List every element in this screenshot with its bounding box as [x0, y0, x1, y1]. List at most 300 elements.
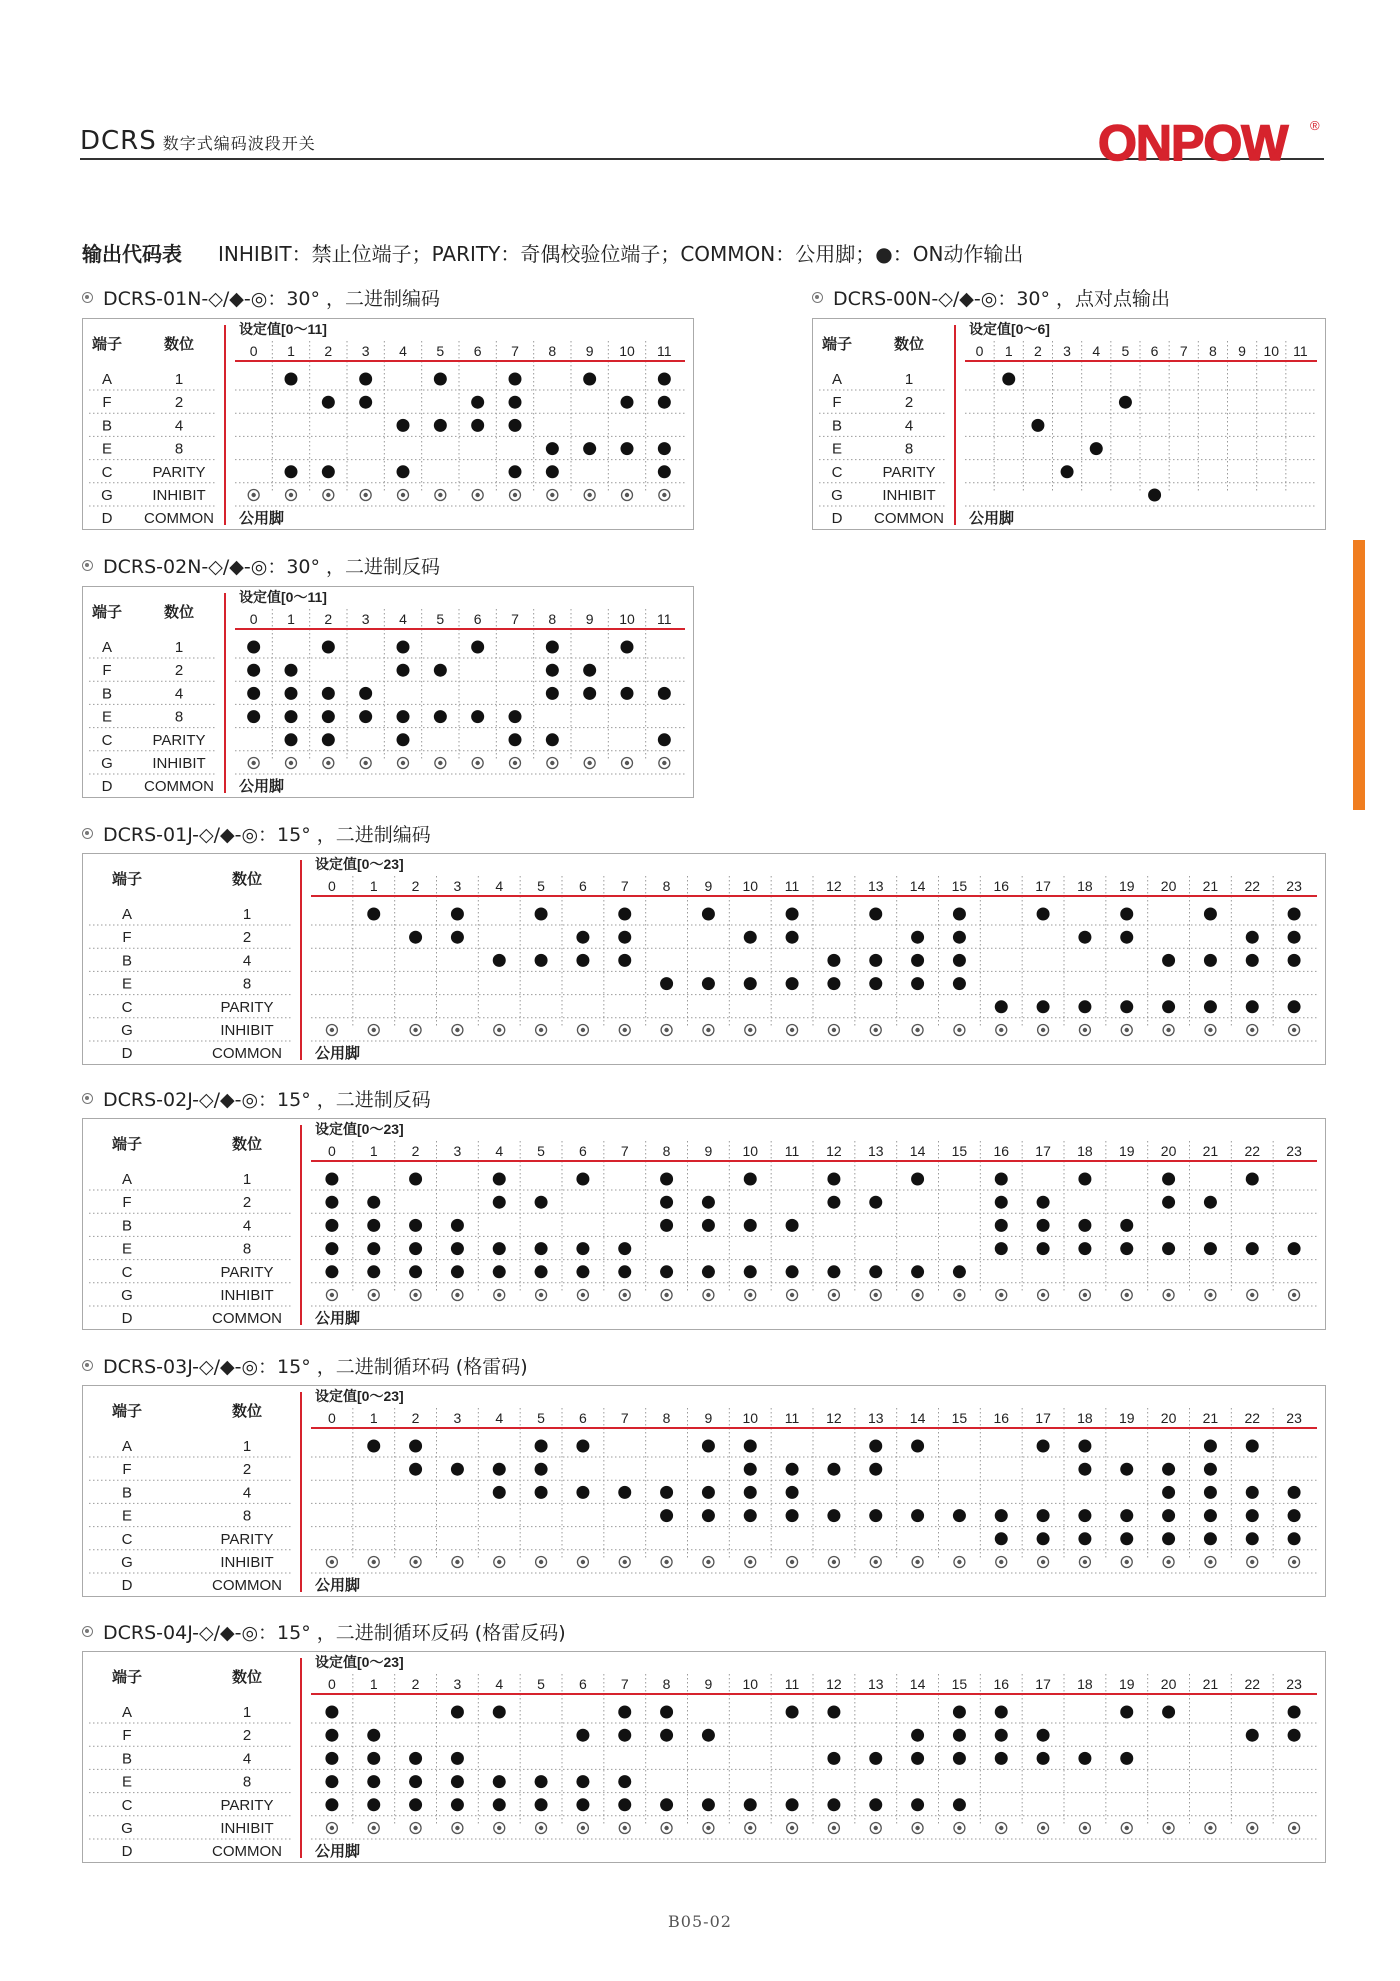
on-dot [471, 396, 484, 409]
value-column-header: 数位 [163, 336, 195, 353]
terminal-label: D [101, 510, 113, 528]
terminal-label: A [121, 1438, 133, 1455]
on-dot [744, 1265, 757, 1278]
setting-range-label: 设定值[0～23] [315, 1388, 404, 1404]
position-number: 5 [537, 1143, 545, 1159]
terminal-label: D [121, 1843, 133, 1861]
on-dot [1162, 1509, 1175, 1522]
on-dot [1078, 1532, 1091, 1545]
position-number: 8 [1209, 343, 1217, 359]
inhibit-symbol-core [1166, 1560, 1170, 1564]
on-dot [1162, 1196, 1175, 1209]
on-dot [1120, 931, 1133, 944]
position-number: 3 [1063, 343, 1071, 359]
table-grid-t03j [83, 1386, 1325, 1596]
on-dot [660, 1798, 673, 1811]
on-dot [1120, 1242, 1133, 1255]
on-dot [1061, 465, 1074, 478]
on-dot [744, 1219, 757, 1232]
terminal-label: D [121, 1045, 133, 1063]
inhibit-symbol-core [999, 1560, 1003, 1564]
inhibit-symbol-core [539, 1293, 543, 1297]
on-dot [409, 931, 422, 944]
on-dot [576, 1440, 589, 1453]
position-number: 20 [1160, 1143, 1177, 1159]
terminal-label: G [121, 1022, 133, 1039]
digit-label: COMMON [144, 778, 214, 796]
inhibit-symbol-core [999, 1028, 1003, 1032]
on-dot [493, 1775, 506, 1788]
position-number: 11 [784, 1676, 800, 1692]
inhibit-symbol-core [497, 1293, 501, 1297]
digit-label: INHIBIT [220, 1022, 274, 1039]
inhibit-symbol-core [1208, 1826, 1212, 1830]
on-dot [1120, 1752, 1133, 1765]
position-number: 9 [1238, 343, 1246, 359]
position-number: 10 [619, 343, 635, 359]
inhibit-symbol-core [706, 1826, 710, 1830]
position-number: 18 [1077, 1143, 1093, 1159]
common-label: 公用脚 [239, 510, 285, 528]
table-grid-t04j [83, 1652, 1325, 1862]
on-dot [359, 687, 372, 700]
on-dot [1288, 1532, 1301, 1545]
on-dot [1037, 1729, 1050, 1742]
position-number: 10 [742, 1676, 759, 1692]
position-number: 1 [1004, 343, 1013, 359]
position-number: 17 [1035, 1143, 1051, 1159]
on-dot [1162, 1463, 1175, 1476]
on-dot [325, 1265, 338, 1278]
on-dot [546, 442, 559, 455]
digit-label: INHIBIT [220, 1287, 274, 1304]
setting-range-label: 设定值[0～23] [315, 1654, 404, 1670]
position-number: 18 [1077, 1676, 1093, 1692]
position-number: 6 [473, 611, 482, 627]
inhibit-symbol-core [587, 761, 591, 765]
common-label: 公用脚 [239, 778, 285, 796]
terminal-label: E [121, 975, 133, 993]
position-number: 5 [537, 1676, 545, 1692]
inhibit-symbol-core [550, 493, 554, 497]
digit-label: INHIBIT [152, 755, 206, 772]
on-dot [658, 465, 671, 478]
on-dot [471, 419, 484, 432]
on-dot [535, 1486, 548, 1499]
on-dot [1204, 1509, 1217, 1522]
inhibit-symbol-core [539, 1826, 543, 1830]
on-dot [786, 1706, 799, 1719]
inhibit-symbol-core [625, 493, 629, 497]
on-dot [995, 1219, 1008, 1232]
on-dot [409, 1219, 422, 1232]
inhibit-symbol-core [1041, 1293, 1045, 1297]
legend-text: INHIBIT：禁止位端子；PARITY：奇偶校验位端子；COMMON：公用脚；●：ON动作输出 [218, 242, 1024, 266]
position-number: 3 [453, 1410, 462, 1426]
inhibit-symbol-core [413, 1826, 417, 1830]
on-dot [1204, 1242, 1217, 1255]
terminal-label: C [121, 998, 133, 1016]
on-dot [1037, 1242, 1050, 1255]
on-dot [397, 419, 410, 432]
inhibit-symbol-core [497, 1826, 501, 1830]
on-dot [1162, 1706, 1175, 1719]
position-number: 7 [620, 1676, 629, 1692]
inhibit-symbol-core [289, 761, 293, 765]
inhibit-symbol-core [957, 1293, 961, 1297]
on-dot [451, 1463, 464, 1476]
on-dot [827, 1196, 840, 1209]
on-dot [509, 419, 522, 432]
on-dot [546, 733, 559, 746]
svg-text:®: ® [1310, 118, 1320, 133]
inhibit-symbol-core [790, 1293, 794, 1297]
position-number: 11 [784, 878, 800, 894]
position-number: 5 [436, 343, 445, 359]
on-dot [367, 1729, 380, 1742]
digit-label: INHIBIT [220, 1820, 274, 1837]
inhibit-symbol-core [539, 1028, 543, 1032]
inhibit-symbol-core [455, 1826, 459, 1830]
digit-label: COMMON [212, 1045, 282, 1063]
on-dot [471, 641, 484, 654]
on-dot [434, 373, 447, 386]
table-label-02j: DCRS-02J-◇/◆-◎：15° ，二进制反码 [82, 1085, 431, 1112]
target-icon [82, 828, 93, 839]
inhibit-symbol-core [623, 1293, 627, 1297]
inhibit-symbol-core [1208, 1028, 1212, 1032]
table-label-00n: DCRS-00N-◇/◆-◎：30° ，点对点输出 [812, 284, 1170, 311]
code-table-02j [82, 1118, 1326, 1330]
on-dot [325, 1729, 338, 1742]
position-number: 20 [1160, 1410, 1177, 1426]
on-dot [702, 1798, 715, 1811]
inhibit-symbol-core [363, 761, 367, 765]
inhibit-symbol-core [874, 1560, 878, 1564]
on-dot [1037, 908, 1050, 921]
position-number: 6 [579, 1143, 587, 1159]
position-number: 20 [1160, 1676, 1177, 1692]
on-dot [953, 1706, 966, 1719]
position-number: 12 [826, 878, 842, 894]
terminal-label: C [831, 463, 843, 481]
terminal-label: D [831, 510, 843, 528]
digit-label: 4 [174, 685, 184, 703]
terminal-label: F [122, 1194, 132, 1212]
on-dot [367, 1775, 380, 1788]
on-dot [1246, 1509, 1259, 1522]
on-dot [1162, 954, 1175, 967]
digit-label: 1 [242, 1704, 252, 1721]
digit-label: 4 [242, 1750, 252, 1768]
position-number: 11 [657, 343, 672, 359]
position-number: 8 [662, 1143, 671, 1159]
terminal-label: C [101, 463, 113, 481]
position-number: 13 [867, 1410, 884, 1426]
on-dot [660, 1196, 673, 1209]
position-number: 16 [993, 1143, 1010, 1159]
terminal-label: F [102, 662, 112, 680]
on-dot [325, 1196, 338, 1209]
on-dot [1288, 931, 1301, 944]
inhibit-symbol-core [1292, 1560, 1296, 1564]
on-dot [546, 641, 559, 654]
on-dot [1204, 1532, 1217, 1545]
on-dot [1120, 1219, 1133, 1232]
on-dot [493, 1798, 506, 1811]
terminal-column-header: 端子 [91, 604, 123, 621]
inhibit-symbol-core [1041, 1560, 1045, 1564]
on-dot [1288, 954, 1301, 967]
inhibit-symbol-core [1292, 1293, 1296, 1297]
inhibit-symbol-core [326, 761, 330, 765]
position-number: 0 [328, 878, 336, 894]
product-subtitle: 数字式编码波段开关 [162, 134, 316, 153]
on-dot [1078, 1463, 1091, 1476]
terminal-label: D [101, 778, 113, 796]
digit-label: 1 [242, 906, 252, 923]
on-dot [535, 908, 548, 921]
position-number: 2 [411, 878, 420, 894]
position-number: 3 [453, 1143, 462, 1159]
terminal-label: B [831, 417, 843, 435]
on-dot [451, 1219, 464, 1232]
position-number: 10 [742, 1143, 759, 1159]
inhibit-symbol-core [1125, 1560, 1129, 1564]
on-dot [869, 1265, 882, 1278]
position-number: 12 [826, 1143, 842, 1159]
position-number: 1 [369, 1676, 378, 1692]
terminal-label: G [101, 487, 113, 504]
on-dot [827, 1463, 840, 1476]
on-dot [409, 1440, 422, 1453]
on-dot [660, 1486, 673, 1499]
position-number: 22 [1244, 1410, 1261, 1426]
inhibit-symbol-core [1083, 1560, 1087, 1564]
position-number: 11 [657, 611, 672, 627]
on-dot [911, 1798, 924, 1811]
on-dot [869, 1752, 882, 1765]
inhibit-symbol-core [438, 493, 442, 497]
on-dot [1246, 1000, 1259, 1013]
on-dot [702, 908, 715, 921]
on-dot [1204, 1000, 1217, 1013]
position-number: 6 [579, 1410, 587, 1426]
inhibit-symbol-core [706, 1560, 710, 1564]
on-dot [702, 1509, 715, 1522]
position-number: 4 [399, 343, 407, 359]
on-dot [786, 1219, 799, 1232]
digit-label: 4 [904, 417, 914, 435]
inhibit-symbol-core [413, 1293, 417, 1297]
on-dot [322, 710, 335, 723]
on-dot [509, 396, 522, 409]
inhibit-symbol-core [1083, 1028, 1087, 1032]
on-dot [827, 1706, 840, 1719]
terminal-column-header: 端子 [91, 336, 123, 353]
on-dot [1078, 1219, 1091, 1232]
inhibit-symbol-core [289, 493, 293, 497]
on-dot [285, 465, 298, 478]
inhibit-symbol-core [1250, 1028, 1254, 1032]
terminal-label: F [122, 1727, 132, 1745]
position-number: 12 [826, 1676, 842, 1692]
on-dot [1288, 1509, 1301, 1522]
digit-label: 2 [242, 1461, 252, 1479]
product-code: DCRS [80, 126, 157, 156]
inhibit-symbol-core [455, 1560, 459, 1564]
on-dot [367, 1219, 380, 1232]
on-dot [576, 1486, 589, 1499]
on-dot [786, 1486, 799, 1499]
position-number: 23 [1286, 1143, 1302, 1159]
section-tab-bar [1353, 540, 1365, 810]
digit-label: 1 [904, 371, 914, 388]
terminal-label: A [101, 371, 113, 388]
position-number: 4 [495, 1143, 504, 1159]
on-dot [702, 1729, 715, 1742]
on-dot [618, 1706, 631, 1719]
inhibit-symbol-core [999, 1826, 1003, 1830]
on-dot [1246, 1173, 1259, 1186]
position-number: 21 [1202, 1676, 1219, 1692]
digit-label: INHIBIT [220, 1554, 274, 1571]
on-dot [576, 1798, 589, 1811]
position-number: 8 [548, 611, 557, 627]
terminal-label: G [121, 1287, 133, 1304]
inhibit-symbol-core [363, 493, 367, 497]
position-number: 0 [975, 343, 984, 359]
position-number: 18 [1077, 1410, 1093, 1426]
on-dot [367, 908, 380, 921]
terminal-label: D [121, 1310, 133, 1328]
on-dot [576, 1173, 589, 1186]
inhibit-symbol-core [1166, 1826, 1170, 1830]
inhibit-symbol-core [581, 1293, 585, 1297]
terminal-label: E [121, 1773, 133, 1791]
inhibit-symbol-core [438, 761, 442, 765]
terminal-label: B [101, 685, 113, 703]
inhibit-symbol-core [372, 1293, 376, 1297]
inhibit-symbol-core [581, 1028, 585, 1032]
position-number: 11 [784, 1143, 800, 1159]
on-dot [911, 1509, 924, 1522]
position-number: 9 [585, 611, 594, 627]
inhibit-symbol-core [790, 1560, 794, 1564]
on-dot [1246, 954, 1259, 967]
on-dot [953, 1752, 966, 1765]
position-number: 16 [993, 1676, 1010, 1692]
inhibit-symbol-core [874, 1826, 878, 1830]
on-dot [1120, 1532, 1133, 1545]
on-dot [359, 710, 372, 723]
on-dot [869, 977, 882, 990]
on-dot [658, 687, 671, 700]
on-dot [995, 1729, 1008, 1742]
terminal-label: G [831, 487, 843, 504]
on-dot [367, 1798, 380, 1811]
on-dot [583, 687, 596, 700]
on-dot [995, 1242, 1008, 1255]
code-table-02n [82, 586, 694, 798]
on-dot [911, 1265, 924, 1278]
digit-label: INHIBIT [152, 487, 206, 504]
on-dot [509, 373, 522, 386]
on-dot [576, 931, 589, 944]
digit-label: PARITY [882, 463, 936, 481]
position-number: 19 [1118, 878, 1135, 894]
digit-label: COMMON [874, 510, 944, 528]
on-dot [493, 1173, 506, 1186]
position-number: 11 [1293, 343, 1308, 359]
inhibit-symbol-core [790, 1826, 794, 1830]
digit-label: PARITY [220, 1530, 274, 1548]
inhibit-symbol-core [497, 1028, 501, 1032]
on-dot [397, 465, 410, 478]
inhibit-symbol-core [326, 493, 330, 497]
common-label: 公用脚 [315, 1577, 361, 1595]
on-dot [1120, 1706, 1133, 1719]
position-number: 13 [867, 1676, 884, 1692]
digit-label: 8 [242, 1507, 252, 1525]
inhibit-symbol-core [623, 1560, 627, 1564]
on-dot [660, 1173, 673, 1186]
position-number: 1 [287, 611, 295, 627]
position-number: 19 [1118, 1676, 1135, 1692]
inhibit-symbol-core [748, 1293, 752, 1297]
inhibit-symbol-core [372, 1826, 376, 1830]
inhibit-symbol-core [1250, 1293, 1254, 1297]
on-dot [576, 954, 589, 967]
position-number: 1 [287, 343, 295, 359]
page-header-title [80, 126, 316, 156]
inhibit-symbol-core [662, 761, 666, 765]
code-table-01j [82, 853, 1326, 1065]
on-dot [995, 1196, 1008, 1209]
position-number: 4 [399, 611, 407, 627]
position-number: 14 [909, 1676, 926, 1692]
inhibit-symbol-core [915, 1826, 919, 1830]
common-label: 公用脚 [315, 1310, 361, 1328]
on-dot [869, 1509, 882, 1522]
legend-line [82, 238, 1023, 267]
on-dot [869, 908, 882, 921]
on-dot [493, 1486, 506, 1499]
on-dot [995, 1000, 1008, 1013]
inhibit-symbol-core [330, 1028, 334, 1032]
inhibit-symbol-core [1083, 1293, 1087, 1297]
on-dot [658, 733, 671, 746]
digit-label: INHIBIT [882, 487, 936, 504]
table-grid-t01n [83, 319, 693, 529]
on-dot [1162, 1242, 1175, 1255]
position-number: 2 [1034, 343, 1042, 359]
digit-label: 1 [174, 639, 184, 656]
inhibit-symbol-core [413, 1028, 417, 1032]
on-dot [618, 1729, 631, 1742]
inhibit-symbol-core [372, 1560, 376, 1564]
on-dot [1002, 373, 1015, 386]
terminal-column-header: 端子 [821, 336, 853, 353]
inhibit-symbol-core [706, 1293, 710, 1297]
on-dot [786, 1463, 799, 1476]
on-dot [744, 977, 757, 990]
value-column-header: 数位 [231, 1669, 263, 1686]
inhibit-symbol-core [581, 1560, 585, 1564]
on-dot [359, 396, 372, 409]
digit-label: 4 [242, 952, 252, 970]
on-dot [247, 710, 260, 723]
